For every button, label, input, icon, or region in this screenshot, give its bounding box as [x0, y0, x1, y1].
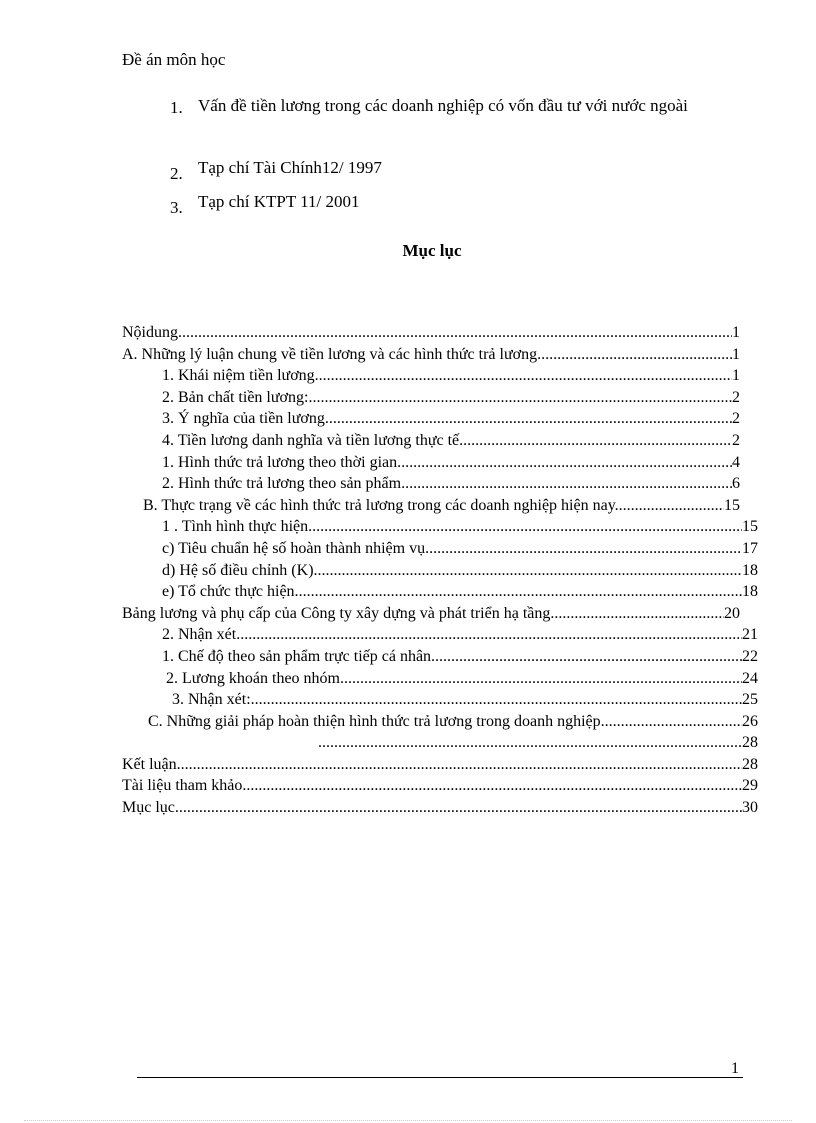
reference-text: Tạp chí KTPT 11/ 2001 — [198, 192, 360, 211]
toc-label: 3. Ý nghĩa của tiền lương — [162, 410, 325, 428]
page-edge-divider — [24, 1120, 792, 1121]
toc-label: 2. Bản chất tiền lương: — [162, 388, 309, 406]
toc-page: 18 — [742, 561, 758, 579]
toc-leader — [605, 711, 742, 733]
toc-page: 2 — [732, 388, 740, 406]
toc-entry[interactable] — [122, 754, 758, 776]
toc-leader — [318, 560, 742, 582]
toc-leader — [435, 646, 742, 668]
toc-page: 28 — [742, 755, 758, 773]
toc-leader — [312, 516, 742, 538]
toc-page: 2 — [732, 410, 740, 428]
toc-label: Tài liệu tham khảo. — [122, 777, 247, 795]
toc-page: 1 — [732, 324, 740, 341]
toc-label: 1. Chế độ theo sản phẩm trực tiếp cá nhân. — [162, 647, 436, 665]
toc-label: 1. Hình thức trả lương theo thời gian — [162, 453, 398, 471]
toc-leader — [308, 387, 732, 409]
toc-entry[interactable] — [122, 452, 740, 474]
reference-text: Tạp chí Tài Chính12/ 1997 — [198, 158, 382, 177]
toc-label: 4. Tiền lương danh nghĩa và tiền lương thực tế. — [162, 431, 464, 449]
reference-text: Vấn đề tiền lương trong các doanh nghiệp có vốn đầu tư với nước ngoài — [198, 96, 688, 115]
reference-item — [170, 158, 742, 184]
toc-entry[interactable] — [122, 560, 758, 582]
toc-leader — [550, 603, 724, 625]
toc-entry[interactable] — [122, 581, 758, 603]
reference-list — [170, 92, 742, 217]
toc-leader — [178, 322, 732, 344]
toc-entry[interactable] — [122, 408, 740, 430]
toc-page: 2 — [732, 431, 740, 449]
toc-label: e) Tổ chức thực hiện. — [162, 583, 299, 601]
toc-entry[interactable] — [122, 775, 758, 797]
toc-label: 2. Nhận xét — [162, 626, 237, 644]
toc-title: Mục lục — [402, 241, 462, 260]
toc-leader — [619, 495, 724, 517]
toc-page: 17 — [742, 539, 758, 557]
reference-number: 2. — [170, 164, 183, 183]
toc-entry[interactable] — [122, 538, 758, 560]
toc-page: 6 — [732, 475, 740, 493]
toc-leader — [429, 538, 742, 560]
toc-page: 1 — [732, 367, 740, 385]
toc-entry[interactable] — [122, 322, 740, 344]
toc-label: Nộidung — [122, 324, 178, 341]
toc-entry[interactable] — [122, 603, 740, 625]
toc-entry[interactable] — [122, 387, 740, 409]
toc-entry[interactable] — [122, 344, 740, 366]
toc-page: 24 — [742, 669, 758, 687]
toc-leader — [236, 624, 742, 646]
toc-label: c) Tiêu chuẩn hệ số hoàn thành nhiệm vụ. — [162, 539, 430, 557]
toc-entry[interactable] — [122, 516, 758, 538]
toc-entry[interactable] — [122, 624, 758, 646]
toc-entry[interactable] — [122, 732, 758, 754]
toc-entry[interactable] — [122, 668, 758, 690]
reference-number: 1. — [170, 98, 183, 117]
toc-page: 26 — [742, 712, 758, 730]
toc-label: 2. Hình thức trả lương theo sản phẩm. — [162, 475, 406, 493]
toc-page: 21 — [742, 626, 758, 644]
reference-item — [170, 92, 742, 123]
toc-label: 1 . Tình hình thực hiện. — [162, 518, 313, 536]
toc-page: 22 — [742, 647, 758, 665]
toc-entry[interactable] — [122, 646, 758, 668]
toc-leader — [319, 365, 732, 387]
toc-label: Bảng lương và phụ cấp của Công ty xây dựng và phát triển hạ tầng — [122, 604, 551, 622]
toc-entry[interactable] — [122, 473, 740, 495]
toc-entry[interactable] — [122, 797, 758, 819]
toc-entry[interactable] — [122, 430, 740, 452]
toc-page: 25 — [742, 691, 758, 709]
toc-entry[interactable] — [122, 495, 740, 517]
toc-leader — [251, 689, 742, 711]
toc-entry[interactable] — [122, 689, 758, 711]
toc-label: 1. Khái niệm tiền lương. — [162, 367, 319, 385]
table-of-contents — [122, 322, 758, 819]
toc-label: 3. Nhận xét: — [172, 691, 251, 709]
reference-item — [170, 192, 742, 218]
toc-page: 29 — [742, 777, 758, 795]
toc-label: Mục lục — [122, 799, 175, 817]
toc-page: 28 — [742, 734, 758, 752]
toc-entry[interactable] — [122, 711, 758, 733]
toc-label: B. Thực trạng về các hình thức trả lương trong các doanh nghiệp hiện nay. — [143, 496, 619, 514]
toc-leader — [405, 473, 732, 495]
toc-leader — [177, 754, 742, 776]
toc-page: 4 — [732, 453, 740, 471]
footer-rule — [137, 1077, 743, 1078]
document-header: Đề án môn học — [122, 50, 226, 69]
toc-leader — [318, 732, 742, 754]
toc-page: 1 — [732, 345, 740, 363]
toc-leader — [463, 430, 732, 452]
toc-leader — [344, 668, 742, 690]
toc-entry[interactable] — [122, 365, 740, 387]
page-number: 1 — [731, 1060, 739, 1077]
toc-label: d) Hệ số điều chỉnh (K). — [162, 561, 318, 579]
toc-leader — [397, 452, 732, 474]
toc-page: 15 — [724, 496, 740, 514]
toc-leader — [246, 775, 742, 797]
toc-leader — [175, 797, 742, 819]
reference-number: 3. — [170, 198, 183, 217]
toc-leader — [299, 581, 742, 603]
toc-label: A. Những lý luận chung về tiền lương và các hình thức trả lương. — [122, 345, 542, 363]
toc-label: C. Những giải pháp hoàn thiện hình thức trả lương trong doanh nghiệp. — [148, 712, 605, 730]
toc-label: 2. Lương khoán theo nhóm. — [166, 669, 344, 687]
toc-page: 18 — [742, 583, 758, 601]
toc-label: Kết luận — [122, 755, 177, 773]
toc-page: 15 — [742, 518, 758, 536]
toc-leader — [541, 344, 732, 366]
toc-page: 20 — [724, 604, 740, 622]
toc-page: 30 — [742, 799, 758, 817]
toc-leader — [325, 408, 732, 430]
